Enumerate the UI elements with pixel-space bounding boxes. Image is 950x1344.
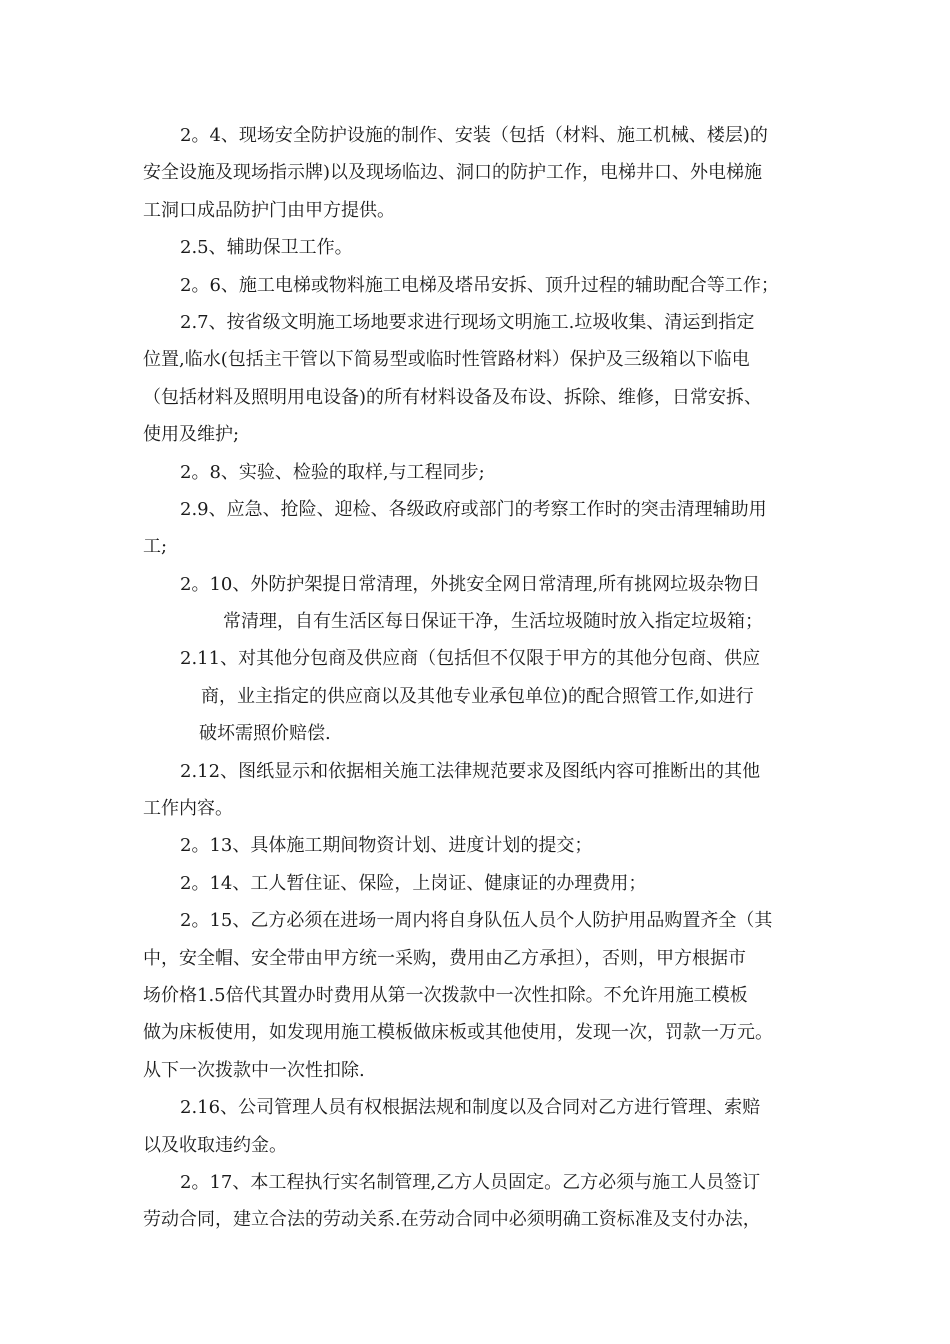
- text-line: 中，安全帽、安全带由甲方统一采购，费用由乙方承担），否则，甲方根据市: [143, 947, 746, 969]
- text-line: 2。14、工人暂住证、保险，上岗证、健康证的办理费用；: [180, 872, 647, 894]
- text-line: 从下一次拨款中一次性扣除.: [143, 1059, 365, 1081]
- text-line: 常清理，自有生活区每日保证干净，生活垃圾随时放入指定垃圾箱；: [223, 611, 763, 633]
- document-body: [143, 117, 811, 1239]
- text-line: 2.16、公司管理人员有权根据法规和制度以及合同对乙方进行管理、索赔: [180, 1097, 761, 1119]
- text-line: 工;: [143, 536, 168, 558]
- text-line: 2。10、外防护架提日常清理，外挑安全网日常清理,所有挑网垃圾杂物日: [180, 573, 761, 595]
- text-line: 安全设施及现场指示牌)以及现场临边、洞口的防护工作，电梯井口、外电梯施: [143, 162, 763, 184]
- text-line: 做为床板使用，如发现用施工模板做床板或其他使用，发现一次，罚款一万元。: [143, 1022, 773, 1044]
- text-line: 2。4、现场安全防护设施的制作、安装（包括（材料、施工机械、楼层)的: [180, 125, 768, 146]
- text-line: 工作内容。: [143, 798, 233, 820]
- text-line: 2。15、乙方必须在进场一周内将自身队伍人员个人防护用品购置齐全（其: [180, 910, 773, 932]
- text-line: 劳动合同，建立合法的劳动关系.在劳动合同中必须明确工资标准及支付办法，: [143, 1209, 761, 1231]
- text-line: 2。6、施工电梯或物料施工电梯及塔吊安拆、顶升过程的辅助配合等工作；: [180, 274, 779, 296]
- text-line: 2.7、按省级文明施工场地要求进行现场文明施工.垃圾收集、清运到指定: [180, 311, 755, 333]
- text-line: 2.11、对其他分包商及供应商（包括但不仅限于甲方的其他分包商、供应: [180, 648, 761, 670]
- text-line: 2。13、具体施工期间物资计划、进度计划的提交；: [180, 835, 593, 857]
- text-line: 以及收取违约金。: [143, 1134, 287, 1156]
- text-line: 2.5、辅助保卫工作。: [180, 237, 353, 259]
- text-line: 2。17、本工程执行实名制管理,乙方人员固定。乙方必须与施工人员签订: [180, 1171, 761, 1193]
- text-line: 2.9、应急、抢险、迎检、各级政府或部门的考察工作时的突击清理辅助用: [180, 498, 767, 520]
- text-line: 商，业主指定的供应商以及其他专业承包单位)的配合照管工作,如进行: [201, 685, 754, 707]
- text-line: 2.12、图纸显示和依据相关施工法律规范要求及图纸内容可推断出的其他: [180, 760, 761, 782]
- text-line: 位置,临水(包括主干管以下简易型或临时性管路材料）保护及三级箱以下临电: [143, 349, 750, 371]
- text-line: 使用及维护;: [143, 424, 240, 446]
- text-line: 2。8、实验、检验的取样,与工程同步;: [180, 461, 485, 483]
- text-line: 工洞口成品防护门由甲方提供。: [143, 199, 395, 221]
- text-line: （包括材料及照明用电设备)的所有材料设备及布设、拆除、维修，日常安拆、: [143, 386, 763, 408]
- text-line: 破坏需照价赔偿.: [199, 723, 331, 745]
- text-line: 场价格1.5倍代其置办时费用从第一次拨款中一次性扣除。不允许用施工模板: [143, 984, 748, 1006]
